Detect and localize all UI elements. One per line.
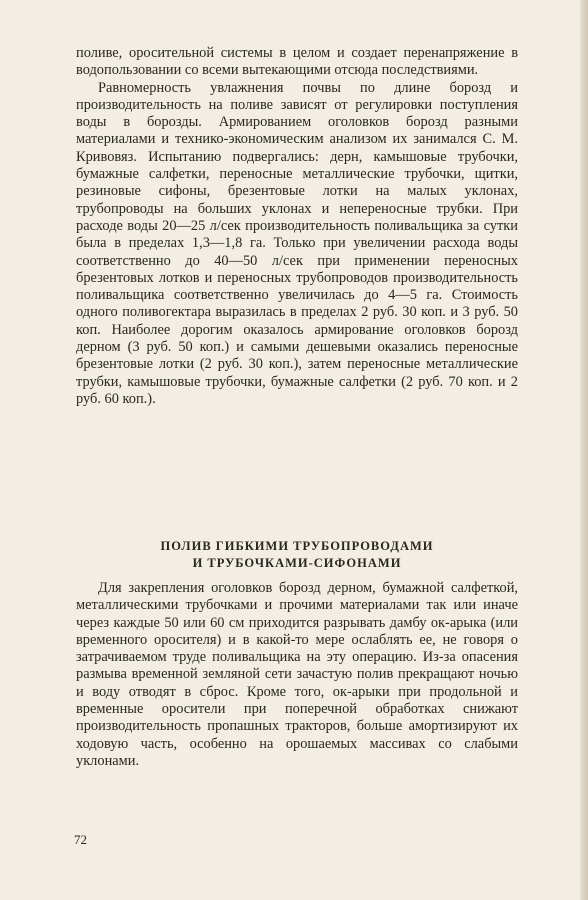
section-heading-line-2: И ТРУБОЧКАМИ-СИФОНАМИ <box>192 556 402 570</box>
paragraph-furrow-heads: Для закрепления оголовков борозд дерном, бумажной салфеткой, металлическими трубочками и прочими материалами так или иначе через каждые 50 или 60 см приходится разрывать дамбу ок-арыка (или временного оросителя) и в какой-то мере ослаблять ее, не говоря о затрачиваемом труде поливальщика на эту операцию. Из-за опасения размыва временной земляной сети зачастую полив прекращают ночью и воду отводят в сброс. Кроме того, ок-арыки при продольной и временные оросители при поперечной обработках снижают производительность пропашных тракторов, больше амортизируют их ходовую часть, особенно на орошаемых массивах со слабыми уклонами. <box>76 580 518 769</box>
text-block-top <box>76 45 518 408</box>
text-block-bottom <box>76 580 518 770</box>
paragraph-furrow-regulation: Равномерность увлажнения почвы по длине борозд и производительность на поливе зависят от регулировки поступления воды в борозды. Армированием оголовков борозд разными материалами и технико-экономическим анализом их занимался С. М. Кривовяз. Испытанию подвергались: дерн, камышовые трубочки, бумажные салфетки, переносные металлические трубочки, щитки, резиновые сифоны, брезентовые лотки на малых уклонах, трубопроводы на больших уклонах и непереносные трубки. При расходе воды 20—25 л/сек производительность поливальщика за сутки была в пределах 1,3—1,8 га. Только при увеличении расхода воды соответственно до 40—50 л/сек при применении переносных брезентовых лотков и переносных трубопроводов производительность поливальщика соответственно увеличилась до 4—5 га. Стоимость одного поливогектара выразилась в пределах 2 руб. 30 коп. и 3 руб. 50 коп. Наиболее дорогим оказалось армирование оголовков борозд дерном (3 руб. 50 коп.) и самыми дешевыми оказались переносные брезентовые лотки (2 руб. 30 коп.), затем переносные металлические трубки, камышовые трубочки, бумажные салфетки (2 руб. 70 коп. и 2 руб. 60 коп.). <box>76 79 518 407</box>
section-heading <box>76 538 518 572</box>
page-edge-shadow <box>580 0 588 900</box>
paragraph-continued: поливе, оросительной системы в целом и создает перенапряжение в водопользовании со всеми вытекающими отсюда последствиями. <box>76 45 518 79</box>
section-heading-line-1: ПОЛИВ ГИБКИМИ ТРУБОПРОВОДАМИ <box>160 539 434 553</box>
page-number: 72 <box>74 832 87 847</box>
